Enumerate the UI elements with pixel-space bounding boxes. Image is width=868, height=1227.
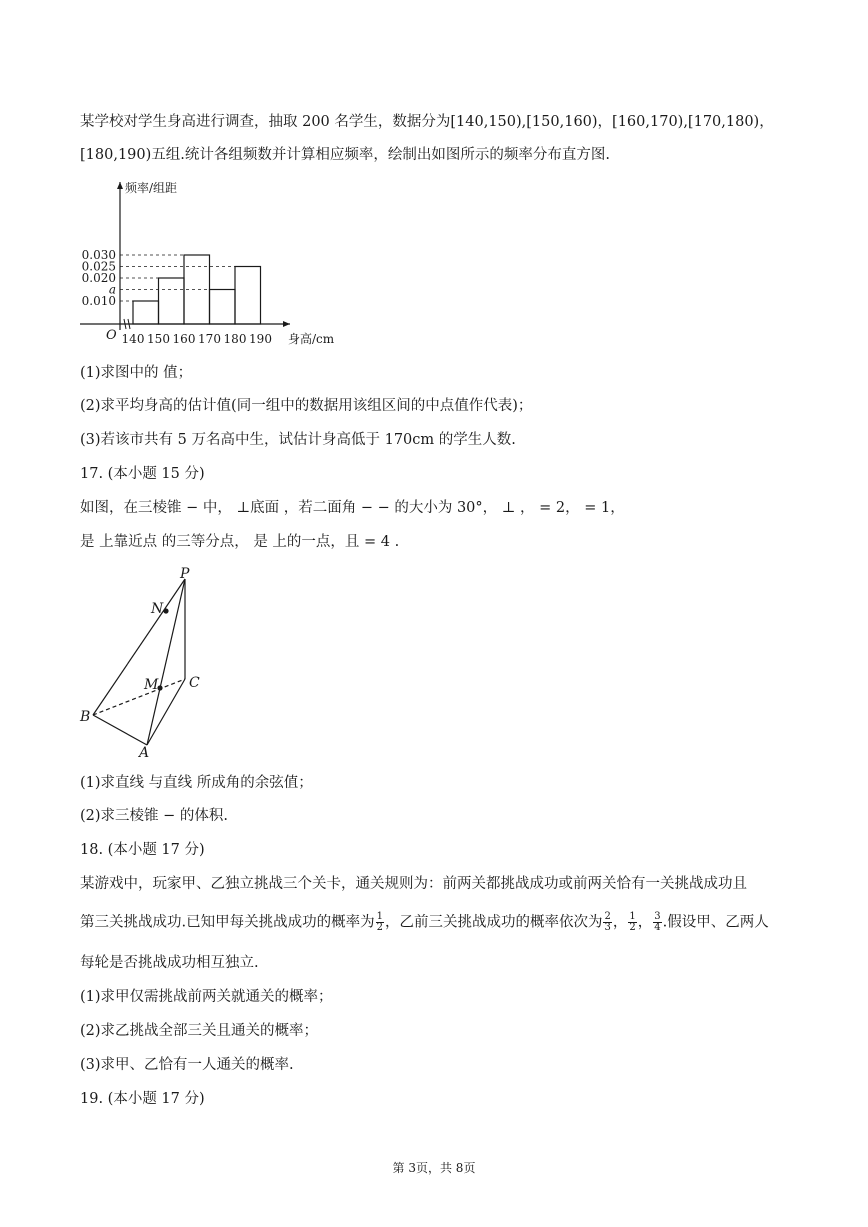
problem18-line2-e: .假设甲、乙两人: [662, 914, 769, 931]
problem18-line2-c: ，: [612, 914, 628, 931]
problem18-line2-d: ，: [637, 914, 653, 931]
page-footer: 第 3页，共 8页: [392, 1161, 476, 1175]
tetrahedron-figure: [75, 565, 215, 760]
edge-bc-hidden: [93, 679, 185, 715]
problem18-q3: (3)求甲、乙恰有一人通关的概率.: [80, 1057, 294, 1073]
origin-label: O: [106, 328, 117, 343]
point-n: [163, 608, 168, 613]
problem16-intro-line2: [180,190)五组.统计各组频数并计算相应频率，绘制出如图所示的频率分布直方图.: [80, 147, 610, 163]
edge-ba: [93, 715, 147, 745]
y-tick-label: 0.025: [81, 259, 116, 274]
problem18-header: 18. (本小题 17 分): [80, 842, 205, 858]
histogram-bar: [133, 301, 159, 324]
problem17-header: 17. (本小题 15 分): [80, 466, 205, 482]
y-tick-label: 0.020: [81, 271, 116, 285]
problem18-line2-a: 第三关挑战成功.已知甲每关挑战成功的概率为: [80, 914, 375, 931]
x-tick-label: 150: [147, 332, 170, 346]
y-axis-arrow: [117, 182, 123, 189]
x-tick-label: 180: [223, 332, 247, 346]
label-p: P: [180, 566, 190, 582]
fraction-one-half-b: $\frac{1}{2}$: [629, 911, 636, 933]
y-tick-label: 0.030: [81, 248, 116, 262]
fraction-three-quarters: $\frac{3}{4}$: [654, 911, 661, 933]
problem18-q2: (2)求乙挑战全部三关且通关的概率；: [80, 1023, 319, 1039]
fraction-one-half: $\frac{1}{2}$: [376, 911, 383, 933]
histogram-chart: [70, 178, 340, 350]
x-tick-label: 190: [249, 332, 272, 346]
problem16-q2: (2)求平均身高的估计值(同一组中的数据用该组区间的中点值作代表)；: [80, 398, 533, 414]
histogram-bar: [159, 278, 185, 324]
fraction-two-thirds: $\frac{2}{3}$: [604, 911, 611, 933]
problem16-q1: (1)求图中的 值；: [80, 365, 193, 381]
problem17-q2: (2)求三棱锥 − 的体积.: [80, 808, 229, 824]
label-c: C: [189, 675, 200, 691]
problem16-intro-line1: 某学校对学生身高进行调查，抽取 200 名学生，数据分为[140,150),[150,160)，[160,170),[170,180)，: [80, 114, 774, 130]
problem16-q3: (3)若该市共有 5 万名高中生，试估计身高低于 170cm 的学生人数.: [80, 432, 516, 448]
x-tick-label: 140: [121, 332, 145, 346]
label-m: M: [144, 677, 159, 693]
problem18-line2-b: ，乙前三关挑战成功的概率依次为: [384, 914, 603, 931]
problem18-line2: [80, 912, 769, 933]
histogram-bar: [235, 267, 261, 325]
label-a: A: [139, 745, 150, 760]
histogram-bar: [210, 290, 236, 325]
y-tick-label: a: [108, 282, 116, 297]
x-tick-label: 160: [172, 332, 196, 346]
x-tick-label: 170: [198, 332, 221, 346]
problem19-header: 19. (本小题 17 分): [80, 1091, 205, 1107]
problem17-q1: (1)求直线 与直线 所成角的余弦值；: [80, 775, 313, 791]
x-axis-arrow: [283, 321, 290, 327]
y-tick-label: 0.010: [81, 294, 116, 308]
problem17-line2: 是 上靠近点 的三等分点， 是 上的一点，且 = 4 .: [80, 534, 400, 550]
problem18-line3: 每轮是否挑战成功相互独立.: [80, 955, 259, 971]
edge-pb: [93, 579, 185, 715]
x-axis-label: 身高/cm: [288, 332, 335, 346]
problem17-line1: 如图，在三棱锥 − 中， ⊥底面 ，若二面角 − − 的大小为 30°， ⊥ ， = 2， = 1，: [80, 500, 625, 516]
problem18-q1: (1)求甲仅需挑战前两关就通关的概率；: [80, 989, 333, 1005]
label-b: B: [80, 709, 91, 725]
label-n: N: [151, 601, 164, 617]
y-axis-label: 频率/组距: [125, 181, 178, 195]
problem18-line1: 某游戏中，玩家甲、乙独立挑战三个关卡，通关规则为：前两关都挑战成功或前两关恰有一关挑战成功且: [80, 876, 747, 892]
